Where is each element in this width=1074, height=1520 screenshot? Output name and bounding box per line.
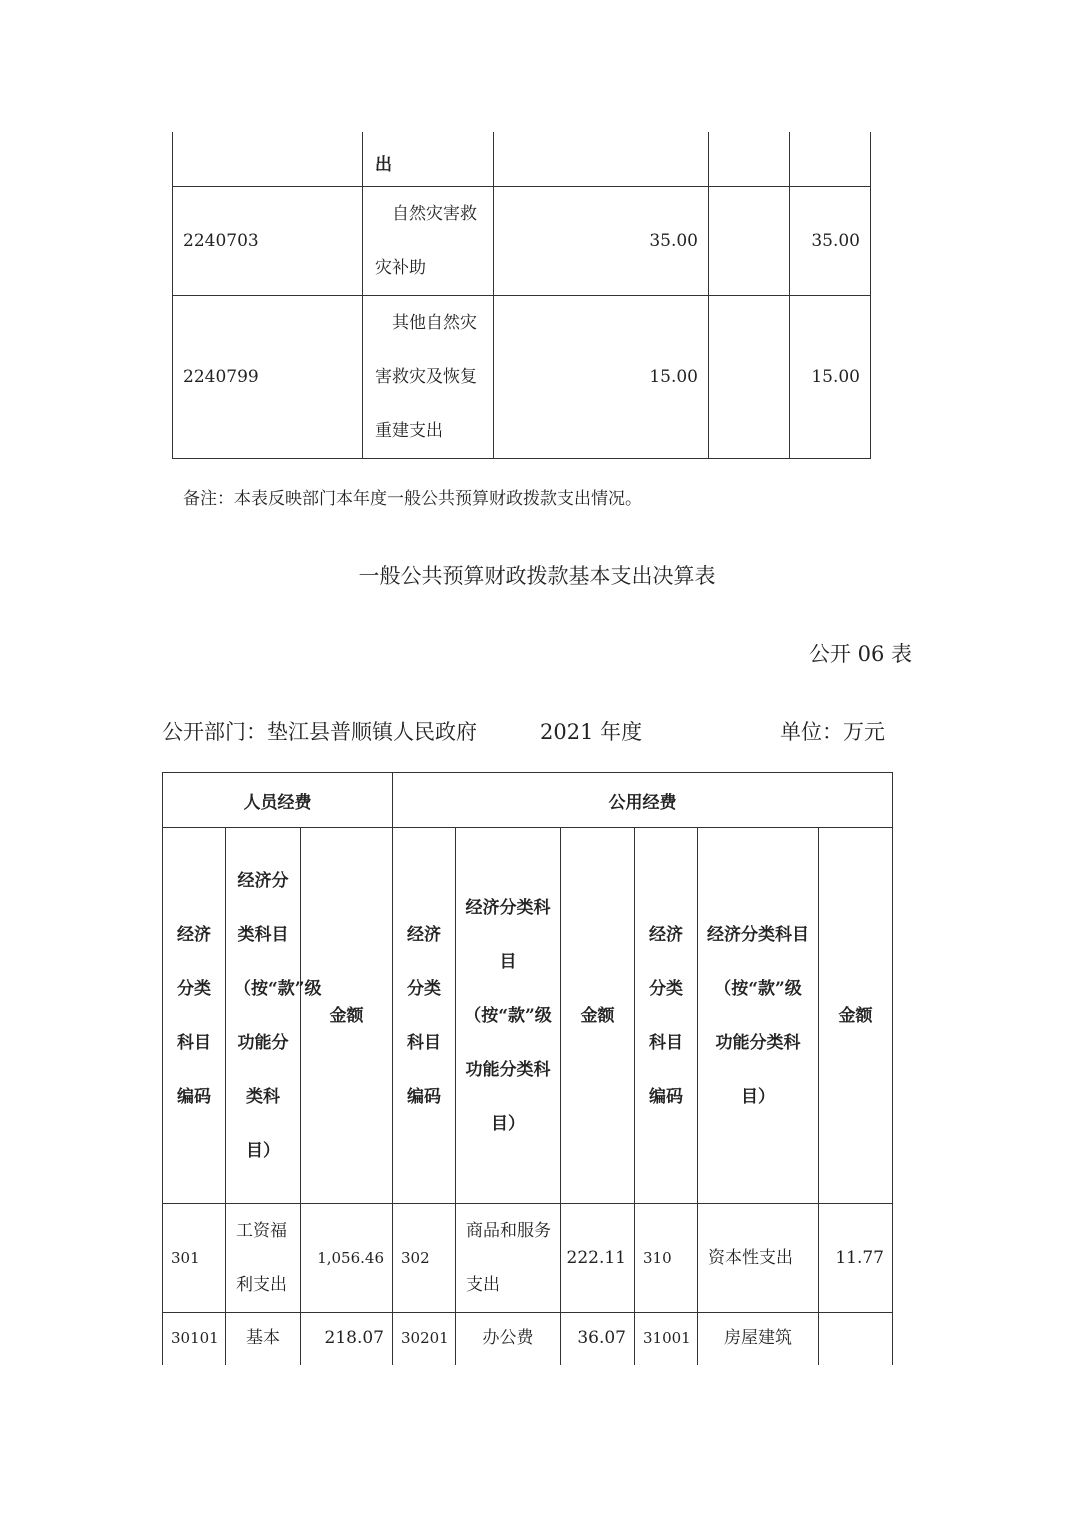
- personnel-code: 301: [163, 1204, 226, 1313]
- table-note: 备注：本表反映部门本年度一般公共预算财政拨款支出情况。: [183, 489, 642, 509]
- header-name: 经济分类科目（按“款”级功能分类科目）: [456, 828, 561, 1204]
- group-header-public: 公用经费: [393, 773, 893, 828]
- subject-name-text: 其他自然灾害救灾及恢复重建支出: [375, 312, 477, 441]
- capital-amount: 11.77: [819, 1204, 893, 1313]
- group-header-personnel: 人员经费: [163, 773, 393, 828]
- subject-name: [363, 295, 494, 458]
- personnel-name: 基本: [226, 1313, 301, 1365]
- header-amount: 金额: [819, 828, 893, 1204]
- amount-cell: 35.00: [790, 186, 871, 295]
- basic-expenditure-table: [162, 772, 893, 1365]
- year-label: 2021 年度: [540, 720, 643, 744]
- budget-expenditure-table-continued: [172, 132, 871, 459]
- subject-name-text: 自然灾害救灾补助: [375, 203, 477, 278]
- table-number: 公开 06 表: [808, 642, 912, 666]
- public-name: 商品和服务支出: [456, 1204, 561, 1313]
- table-cell: [790, 132, 871, 186]
- public-code: 302: [393, 1204, 456, 1313]
- subject-name: [363, 186, 494, 295]
- personnel-amount: 1,056.46: [301, 1204, 393, 1313]
- header-code: 经济分类科目编码: [635, 828, 698, 1204]
- header-name: 经济分类科目（按“款”级功能分类科目）: [226, 828, 301, 1204]
- public-code: 30201: [393, 1313, 456, 1365]
- subject-code: 2240799: [173, 295, 363, 458]
- table-cell: [173, 132, 363, 186]
- header-amount: 金额: [561, 828, 635, 1204]
- capital-code: 310: [635, 1204, 698, 1313]
- amount-cell: [709, 186, 790, 295]
- table-row: [173, 186, 871, 295]
- public-amount: 222.11: [561, 1204, 635, 1313]
- header-amount: 金额: [301, 828, 393, 1204]
- amount-cell: 15.00: [790, 295, 871, 458]
- table-row: [163, 1313, 893, 1365]
- table-row: [163, 1204, 893, 1313]
- header-code: 经济分类科目编码: [163, 828, 226, 1204]
- department-label: 公开部门：垫江县普顺镇人民政府: [162, 720, 477, 744]
- header-code: 经济分类科目编码: [393, 828, 456, 1204]
- table-cell: [494, 132, 709, 186]
- capital-amount: [819, 1313, 893, 1365]
- subject-code: 2240703: [173, 186, 363, 295]
- header-name: 经济分类科目（按“款”级功能分类科目）: [698, 828, 819, 1204]
- public-amount: 36.07: [561, 1313, 635, 1365]
- personnel-amount: 218.07: [301, 1313, 393, 1365]
- table-cell: [709, 132, 790, 186]
- personnel-name: 工资福利支出: [226, 1204, 301, 1313]
- capital-code: 31001: [635, 1313, 698, 1365]
- public-name: 办公费: [456, 1313, 561, 1365]
- page-title: 一般公共预算财政拨款基本支出决算表: [358, 564, 716, 588]
- table-cell: 出: [363, 132, 494, 186]
- table-row: [173, 295, 871, 458]
- capital-name: 资本性支出: [698, 1204, 819, 1313]
- amount-cell: 35.00: [494, 186, 709, 295]
- unit-label: 单位：万元: [780, 720, 885, 744]
- personnel-code: 30101: [163, 1313, 226, 1365]
- amount-cell: [709, 295, 790, 458]
- capital-name: 房屋建筑: [698, 1313, 819, 1365]
- amount-cell: 15.00: [494, 295, 709, 458]
